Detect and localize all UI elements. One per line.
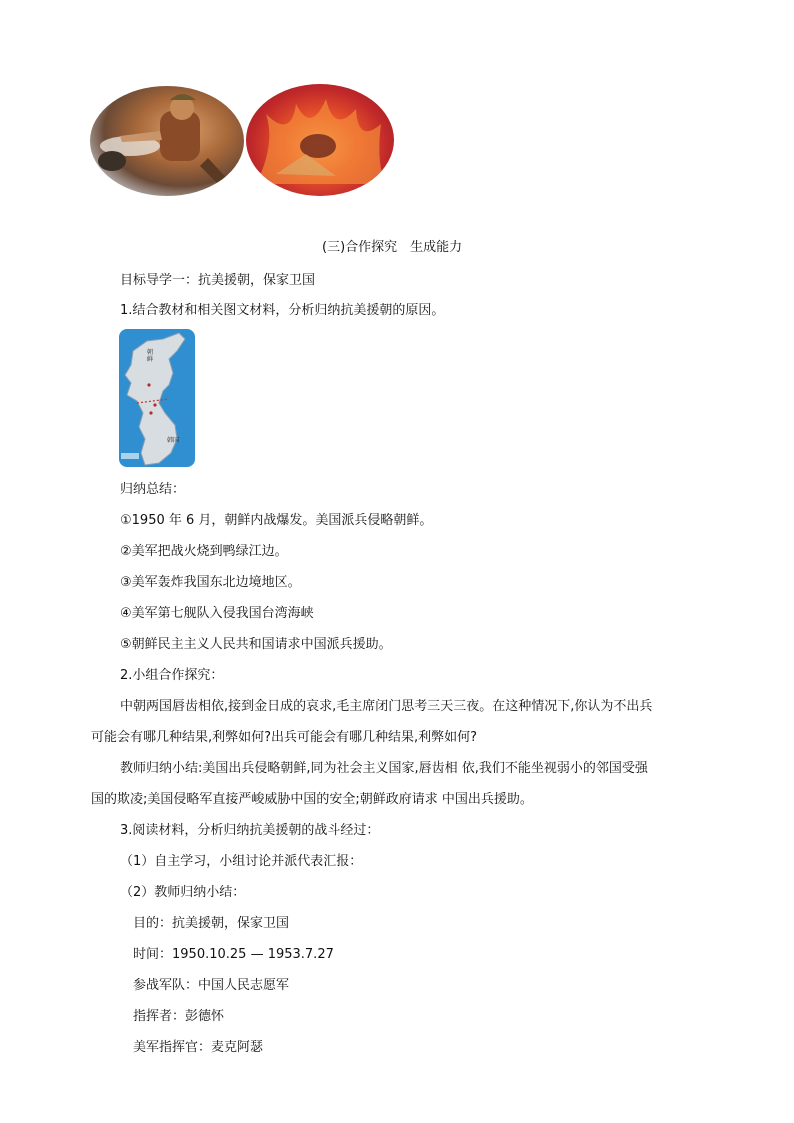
fact-time: 时间：1950.10.25 — 1953.7.27: [133, 947, 334, 962]
reason-3: ③美军轰炸我国东北边境地区。: [120, 575, 301, 590]
goal-heading: 目标导学一：抗美援朝，保家卫国: [120, 273, 316, 288]
summary-label: 归纳总结：: [120, 482, 186, 497]
korea-peninsula: [119, 329, 195, 467]
burning-figure: [246, 84, 394, 196]
soldier-figure: [90, 86, 244, 196]
sub-item-1: （1）自主学习，小组讨论并派代表汇报：: [120, 854, 363, 869]
reason-4: ④美军第七舰队入侵我国台湾海峡: [120, 606, 314, 621]
fact-army: 参战军队：中国人民志愿军: [133, 978, 290, 993]
fact-purpose: 目的：抗美援朝，保家卫国: [133, 916, 290, 931]
fire-illustration: [246, 84, 394, 196]
question-2: 2.小组合作探究：: [120, 668, 224, 683]
fact-us-commander: 美军指挥官：麦克阿瑟: [133, 1040, 264, 1055]
paragraph-1-line-1: 中朝两国唇齿相依,接到金日成的哀求,毛主席闭门思考三天三夜。在这种情况下,你认为不出兵: [120, 699, 653, 714]
paragraph-1-line-2: 可能会有哪几种结果,利弊如何?出兵可能会有哪几种结果,利弊如何?: [91, 730, 478, 745]
paragraph-2-line-2: 国的欺凌;美国侵略军直接严峻威胁中国的安全;朝鲜政府请求 中国出兵援助。: [91, 792, 533, 807]
question-3: 3.阅读材料，分析归纳抗美援朝的战斗经过：: [120, 823, 380, 838]
reason-5: ⑤朝鲜民主主义人民共和国请求中国派兵援助。: [120, 637, 392, 652]
map-label-north: 朝鲜: [147, 349, 154, 363]
section-title: (三)合作探究 生成能力: [322, 240, 463, 255]
fact-commander: 指挥者：彭德怀: [133, 1009, 225, 1024]
soldier-illustration: [90, 86, 244, 196]
map-label-south: 韩国: [167, 437, 180, 444]
korea-map: [119, 329, 195, 467]
paragraph-2-line-1: 教师归纳小结:美国出兵侵略朝鲜,同为社会主义国家,唇齿相 依,我们不能坐视弱小的邻国受强: [120, 761, 648, 776]
question-1: 1.结合教材和相关图文材料，分析归纳抗美援朝的原因。: [120, 303, 445, 318]
sub-item-2: （2）教师归纳小结：: [120, 885, 246, 900]
reason-2: ②美军把战火烧到鸭绿江边。: [120, 544, 288, 559]
reason-1: ①1950 年 6 月，朝鲜内战爆发。美国派兵侵略朝鲜。: [120, 513, 433, 528]
